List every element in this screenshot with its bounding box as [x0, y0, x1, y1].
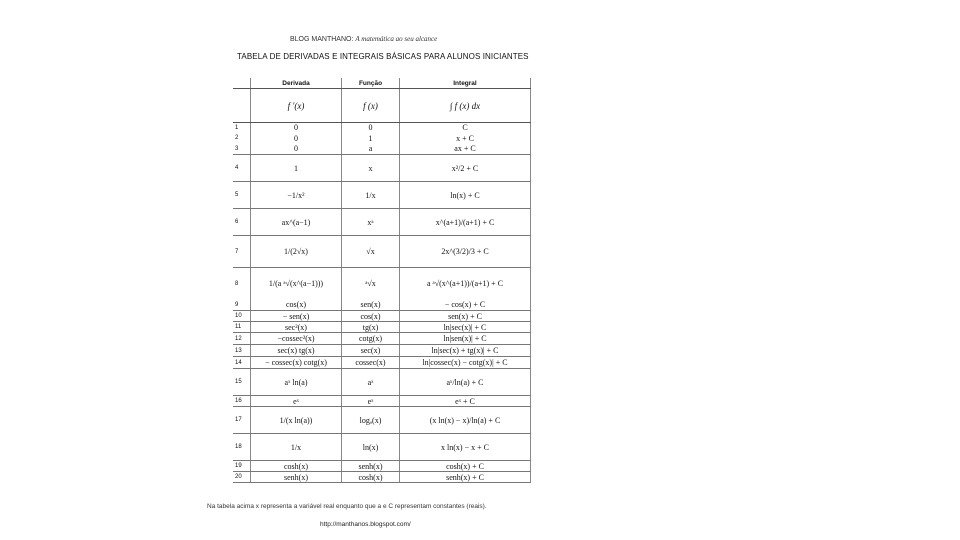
derivative-cell: −1/x² [251, 182, 342, 209]
function-cell: a [342, 144, 400, 155]
row-number: 6 [233, 209, 251, 236]
derivative-cell: 0 [251, 133, 342, 144]
derivative-cell: −cossec²(x) [251, 333, 342, 345]
column-header-derivada: Derivada [251, 78, 342, 89]
row-number: 13 [233, 345, 251, 357]
row-number: 4 [233, 155, 251, 182]
integral-cell: x^(a+1)/(a+1) + C [400, 209, 531, 236]
derivative-cell: sec(x) tg(x) [251, 345, 342, 357]
table-row [233, 345, 531, 357]
function-cell: aˣ [342, 369, 400, 396]
row-number: 1 [235, 124, 239, 131]
function-cell: tg(x) [342, 322, 400, 333]
derivative-cell: cosh(x) [251, 461, 342, 472]
blog-tagline: A matemática ao seu alcance [355, 35, 438, 43]
notation-funcao: f (x) [342, 89, 400, 123]
blog-header [290, 35, 437, 43]
column-header-funcao: Função [342, 78, 400, 89]
derivative-cell: cos(x) [251, 300, 342, 311]
table-row [233, 123, 531, 133]
integral-cell: ax + C [400, 144, 531, 155]
function-cell: eˣ [342, 396, 400, 407]
integral-cell: aˣ/ln(a) + C [400, 369, 531, 396]
integral-cell: eˣ + C [400, 396, 531, 407]
function-cell: senh(x) [342, 461, 400, 472]
integral-cell: x + C [400, 133, 531, 144]
function-cell: x [342, 155, 400, 182]
integral-cell: x²/2 + C [400, 155, 531, 182]
integral-cell: a ᵃ√(x^(a+1))/(a+1) + C [400, 268, 531, 300]
table-row [233, 461, 531, 472]
derivative-cell: eˣ [251, 396, 342, 407]
derivative-cell: 1/(2√x) [251, 236, 342, 268]
row-number: 11 [233, 322, 251, 333]
table-row [233, 155, 531, 182]
integral-cell: x ln(x) − x + C [400, 434, 531, 461]
function-cell: xᵃ [342, 209, 400, 236]
table-row [233, 236, 531, 268]
row-number: 12 [233, 333, 251, 345]
integral-cell: cosh(x) + C [400, 461, 531, 472]
table-row [233, 133, 531, 144]
table-row [233, 369, 531, 396]
notation-integral: ∫ f (x) dx [400, 89, 531, 123]
function-cell: 0 [342, 123, 400, 133]
derivatives-integrals-table [233, 78, 531, 483]
derivative-cell: ax^(a−1) [251, 209, 342, 236]
row-number: 14 [233, 357, 251, 369]
blog-url-link[interactable]: http://manthanos.blogspot.com/ [320, 521, 411, 528]
page-title: TABELA DE DERIVADAS E INTEGRAIS BÁSICAS PARA ALUNOS INICIANTES [237, 52, 529, 61]
integral-cell: sen(x) + C [400, 311, 531, 322]
function-cell: cossec(x) [342, 357, 400, 369]
function-cell: logₐ(x) [342, 407, 400, 434]
integral-cell: ln(x) + C [400, 182, 531, 209]
row-number: 10 [233, 311, 251, 322]
table-row [233, 434, 531, 461]
row-number: 17 [233, 407, 251, 434]
integral-cell: (x ln(x) − x)/ln(a) + C [400, 407, 531, 434]
integral-cell: − cos(x) + C [400, 300, 531, 311]
row-number: 8 [235, 280, 239, 287]
row-number: 20 [233, 472, 251, 483]
row-number: 15 [233, 369, 251, 396]
derivative-cell: 1/x [251, 434, 342, 461]
row-number: 9 [233, 300, 251, 311]
function-cell: ln(x) [342, 434, 400, 461]
row-number: 18 [233, 434, 251, 461]
derivative-cell: − sen(x) [251, 311, 342, 322]
notation-derivada: f ′(x) [251, 89, 342, 123]
table-row [233, 209, 531, 236]
function-cell: ᵃ√x [342, 268, 400, 300]
integral-cell: C [400, 123, 531, 133]
integral-cell: ln|sen(x)| + C [400, 333, 531, 345]
table-row [233, 396, 531, 407]
derivative-cell: 0 [251, 144, 342, 155]
footnote: Na tabela acima x representa a variável real enquanto que a e C representam constantes (reais). [207, 503, 487, 510]
table-header-row [233, 78, 531, 89]
row-number: 7 [233, 236, 251, 268]
derivative-cell: sec²(x) [251, 322, 342, 333]
function-cell: cos(x) [342, 311, 400, 322]
table-row [233, 322, 531, 333]
derivative-cell: aˣ ln(a) [251, 369, 342, 396]
derivative-cell: 1 [251, 155, 342, 182]
function-cell: cosh(x) [342, 472, 400, 483]
row-number: 5 [233, 182, 251, 209]
table-row [233, 311, 531, 322]
function-cell: √x [342, 236, 400, 268]
derivative-cell: senh(x) [251, 472, 342, 483]
derivative-cell: 1/(x ln(a)) [251, 407, 342, 434]
row-number: 19 [233, 461, 251, 472]
column-header-integral: Integral [400, 78, 531, 89]
row-number: 3 [233, 144, 251, 155]
derivative-cell: − cossec(x) cotg(x) [251, 357, 342, 369]
blog-name: BLOG MANTHANO: [290, 36, 354, 43]
derivative-cell: 0 [251, 123, 342, 133]
integral-cell: ln|sec(x) + tg(x)| + C [400, 345, 531, 357]
function-cell: 1 [342, 133, 400, 144]
derivative-cell: 1/(a ᵃ√(x^(a−1))) [251, 268, 342, 300]
table-row [233, 333, 531, 345]
function-cell: cotg(x) [342, 333, 400, 345]
notation-row [233, 89, 531, 123]
integral-cell: 2x^(3/2)/3 + C [400, 236, 531, 268]
integral-cell: senh(x) + C [400, 472, 531, 483]
table-row [233, 268, 531, 300]
table-row [233, 300, 531, 311]
table-row [233, 182, 531, 209]
row-number: 2 [235, 135, 239, 141]
integral-cell: ln|cossec(x) − cotg(x)| + C [400, 357, 531, 369]
function-cell: 1/x [342, 182, 400, 209]
table-row [233, 144, 531, 155]
table-row [233, 407, 531, 434]
table-row [233, 357, 531, 369]
function-cell: sen(x) [342, 300, 400, 311]
integral-cell: ln|sec(x)| + C [400, 322, 531, 333]
row-number: 16 [233, 396, 251, 407]
function-cell: sec(x) [342, 345, 400, 357]
table-row [233, 472, 531, 483]
